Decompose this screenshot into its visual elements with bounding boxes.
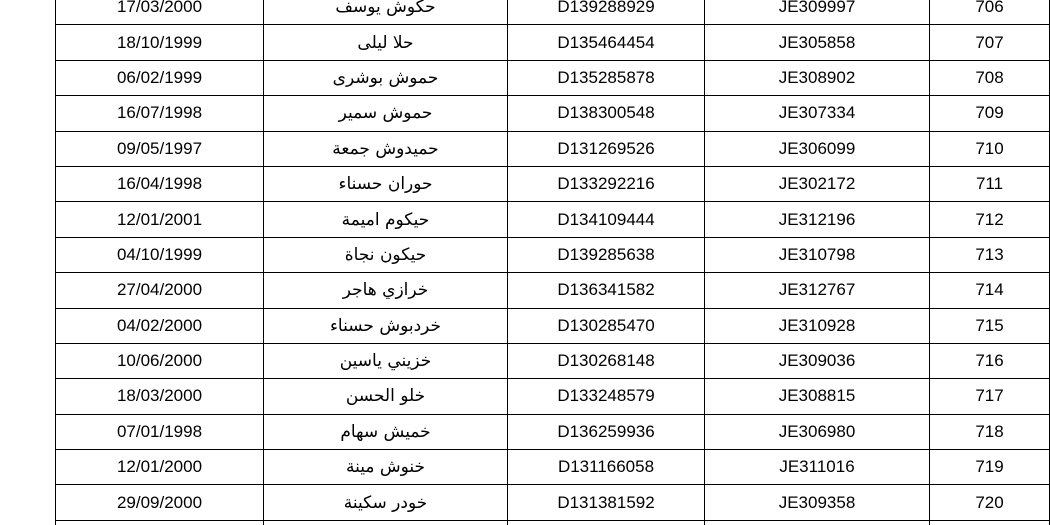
code-cell: JE312767 [705,273,930,308]
number-cell: 706 [930,0,1050,25]
cin-cell [508,520,705,525]
number-cell: 718 [930,414,1050,449]
birth-date-cell: 16/07/1998 [56,96,264,131]
number-cell: 709 [930,96,1050,131]
name-cell: خردبوش حسناء [264,308,508,343]
number-cell: 708 [930,60,1050,95]
number-cell [930,520,1050,525]
cin-cell: D133248579 [508,379,705,414]
cin-cell: D135285878 [508,60,705,95]
table-row [56,237,1050,272]
number-cell: 717 [930,379,1050,414]
table-row [56,60,1050,95]
birth-date-cell: 04/10/1999 [56,237,264,272]
table-row [56,166,1050,201]
name-cell: حكوش يوسف [264,0,508,25]
birth-date-cell: 07/01/1998 [56,414,264,449]
name-cell: خزيني ياسين [264,343,508,378]
number-cell: 707 [930,25,1050,60]
table-row [56,308,1050,343]
table-row [56,273,1050,308]
name-cell: حلا ليلى [264,25,508,60]
table-body [56,0,1050,525]
code-cell: JE302172 [705,166,930,201]
number-cell: 716 [930,343,1050,378]
code-cell: JE309358 [705,485,930,520]
table-row [56,25,1050,60]
number-cell: 713 [930,237,1050,272]
name-cell: حيكون نجاة [264,237,508,272]
number-cell: 710 [930,131,1050,166]
code-cell: JE305858 [705,25,930,60]
cin-cell: D138300548 [508,96,705,131]
birth-date-cell: 18/10/1999 [56,25,264,60]
name-cell: حموش سمير [264,96,508,131]
code-cell: JE311016 [705,450,930,485]
birth-date-cell: 27/04/2000 [56,273,264,308]
cin-cell: D131269526 [508,131,705,166]
name-cell: خنوش مينة [264,450,508,485]
candidates-table [55,0,1050,525]
birth-date-cell [56,520,264,525]
number-cell: 719 [930,450,1050,485]
table-row [56,343,1050,378]
number-cell: 712 [930,202,1050,237]
birth-date-cell: 12/01/2001 [56,202,264,237]
name-cell: خرازي هاجر [264,273,508,308]
birth-date-cell: 10/06/2000 [56,343,264,378]
name-cell: خميش سهام [264,414,508,449]
cin-cell: D131381592 [508,485,705,520]
cin-cell: D133292216 [508,166,705,201]
name-cell: خودر سكينة [264,485,508,520]
code-cell: JE306099 [705,131,930,166]
table-row [56,96,1050,131]
birth-date-cell: 04/02/2000 [56,308,264,343]
number-cell: 711 [930,166,1050,201]
code-cell: JE306980 [705,414,930,449]
code-cell: JE312196 [705,202,930,237]
birth-date-cell: 18/03/2000 [56,379,264,414]
table-row [56,485,1050,520]
table-row [56,202,1050,237]
name-cell: حموش بوشرى [264,60,508,95]
birth-date-cell: 16/04/1998 [56,166,264,201]
cin-cell: D136341582 [508,273,705,308]
birth-date-cell: 06/02/1999 [56,60,264,95]
code-cell: JE310798 [705,237,930,272]
birth-date-cell: 12/01/2000 [56,450,264,485]
cin-cell: D134109444 [508,202,705,237]
table-row [56,450,1050,485]
cin-cell: D131166058 [508,450,705,485]
number-cell: 715 [930,308,1050,343]
cin-cell: D139288929 [508,0,705,25]
table-row [56,379,1050,414]
cin-cell: D136259936 [508,414,705,449]
table-row [56,414,1050,449]
cin-cell: D135464454 [508,25,705,60]
number-cell: 720 [930,485,1050,520]
code-cell: JE308902 [705,60,930,95]
birth-date-cell: 09/05/1997 [56,131,264,166]
cin-cell: D130268148 [508,343,705,378]
name-cell: خلو الحسن [264,379,508,414]
code-cell: JE310928 [705,308,930,343]
code-cell [705,520,930,525]
code-cell: JE309036 [705,343,930,378]
birth-date-cell: 29/09/2000 [56,485,264,520]
name-cell: حميدوش جمعة [264,131,508,166]
table-row [56,520,1050,525]
name-cell: حيكوم اميمة [264,202,508,237]
number-cell: 714 [930,273,1050,308]
code-cell: JE308815 [705,379,930,414]
code-cell: JE307334 [705,96,930,131]
table-row [56,0,1050,25]
name-cell: حوران حسناء [264,166,508,201]
code-cell: JE309997 [705,0,930,25]
cin-cell: D139285638 [508,237,705,272]
cin-cell: D130285470 [508,308,705,343]
name-cell [264,520,508,525]
birth-date-cell: 17/03/2000 [56,0,264,25]
table-row [56,131,1050,166]
